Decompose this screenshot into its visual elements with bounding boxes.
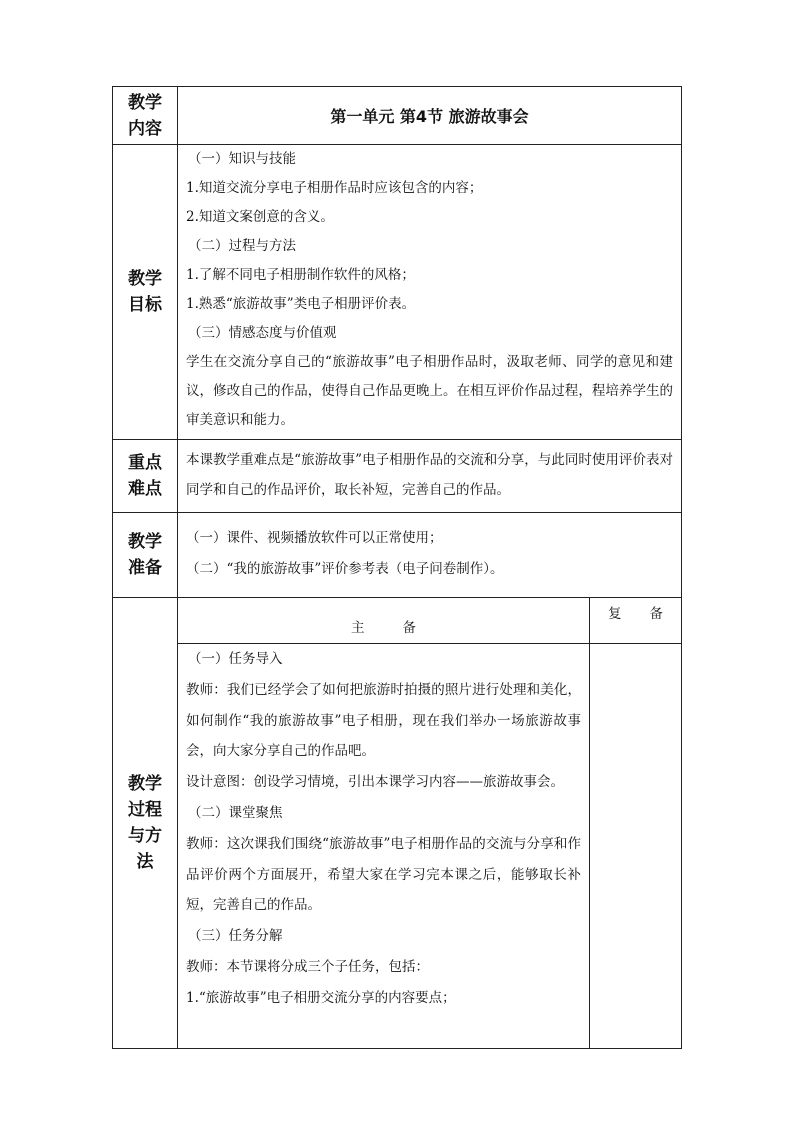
keypoints-label [113,440,178,513]
main-prep-header [178,598,590,644]
goals-line: （一）知识与技能 [188,151,296,167]
label-line: 过程 [128,800,162,820]
content-label [113,87,178,145]
process-paragraph: 教师：本节课将分成三个子任务，包括： [186,958,429,975]
prep-content [178,513,682,598]
keypoints-text: 本课教学重难点是“旅游故事”电子相册作品的交流和分享，与此同时使用评价表对同学和自己的作品评价，取长补短，完善自己的作品。 [186,452,673,498]
prep-line: （二）“我的旅游故事”评价参考表（电子问卷制作）。 [186,561,504,577]
goals-line: 2.知道文案创意的含义。 [186,209,334,225]
process-label [113,598,178,1049]
process-paragraph: 教师：我们已经学会了如何把旅游时拍摄的照片进行处理和美化，如何制作“我的旅游故事”电子相册，现在我们举办一场旅游故事会，向大家分享自己的作品吧。 [186,681,581,760]
goals-line: 1.了解不同电子相册制作软件的风格； [186,267,415,283]
process-paragraph: （一）任务导入 [188,651,283,667]
goals-label [113,145,178,440]
goals-line: 学生在交流分享自己的“旅游故事”电子相册作品时，汲取老师、同学的意见和建议，修改自己的作品，使得自己作品更晚上。在相互评价作品过程，程培养学生的审美意识和能力。 [186,354,673,428]
process-paragraph: 教师：这次课我们围绕“旅游故事”电子相册作品的交流与分享和作品评价两个方面展开，希望大家在学习完本课之后，能够取长补短，完善自己的作品。 [186,835,581,914]
process-paragraph: （二）课堂聚焦 [188,804,283,821]
label-line: 准备 [128,558,162,578]
label-line: 教学 [128,774,162,794]
label-line: 法 [136,852,154,872]
header-char: 备 [649,606,663,622]
keypoints-row [113,440,682,513]
process-paragraph: （三）任务分解 [188,928,283,945]
review-prep-header [590,598,682,644]
header-char: 复 [608,606,622,622]
header-char: 主 [351,619,365,636]
keypoints-content [178,440,682,513]
prep-label [113,513,178,598]
process-header-row [113,598,682,644]
label-line: 难点 [128,479,162,499]
lesson-title: 第一单元 第4节 旅游故事会 [178,87,682,145]
process-paragraph: 设计意图：创设学习情境，引出本课学习内容——旅游故事会。 [186,774,564,791]
goals-row [113,145,682,440]
process-content-row [113,644,682,1049]
header-char: 备 [402,619,416,636]
label-line: 与方 [128,826,162,846]
label-line: 重点 [128,453,162,473]
goals-line: （三）情感态度与价值观 [188,325,337,341]
goals-content [178,145,682,440]
label-line: 教学 [128,269,162,289]
label-line: 内容 [128,118,162,139]
goals-line: （二）过程与方法 [188,238,296,254]
goals-line: 1.熟悉“旅游故事”类电子相册评价表。 [186,296,416,312]
content-row [113,87,682,145]
label-line: 教学 [128,532,162,552]
label-line: 目标 [128,295,162,315]
goals-line: 1.知道交流分享电子相册作品时应该包含的内容； [186,180,483,196]
label-line: 教学 [128,92,162,113]
process-paragraph: 1.“旅游故事”电子相册交流分享的内容要点； [186,989,456,1006]
process-content [178,644,590,1049]
lesson-plan-table [112,86,682,1049]
prep-line: （一）课件、视频播放软件可以正常使用； [186,530,443,546]
review-prep-cell [590,644,682,1049]
prep-row [113,513,682,598]
